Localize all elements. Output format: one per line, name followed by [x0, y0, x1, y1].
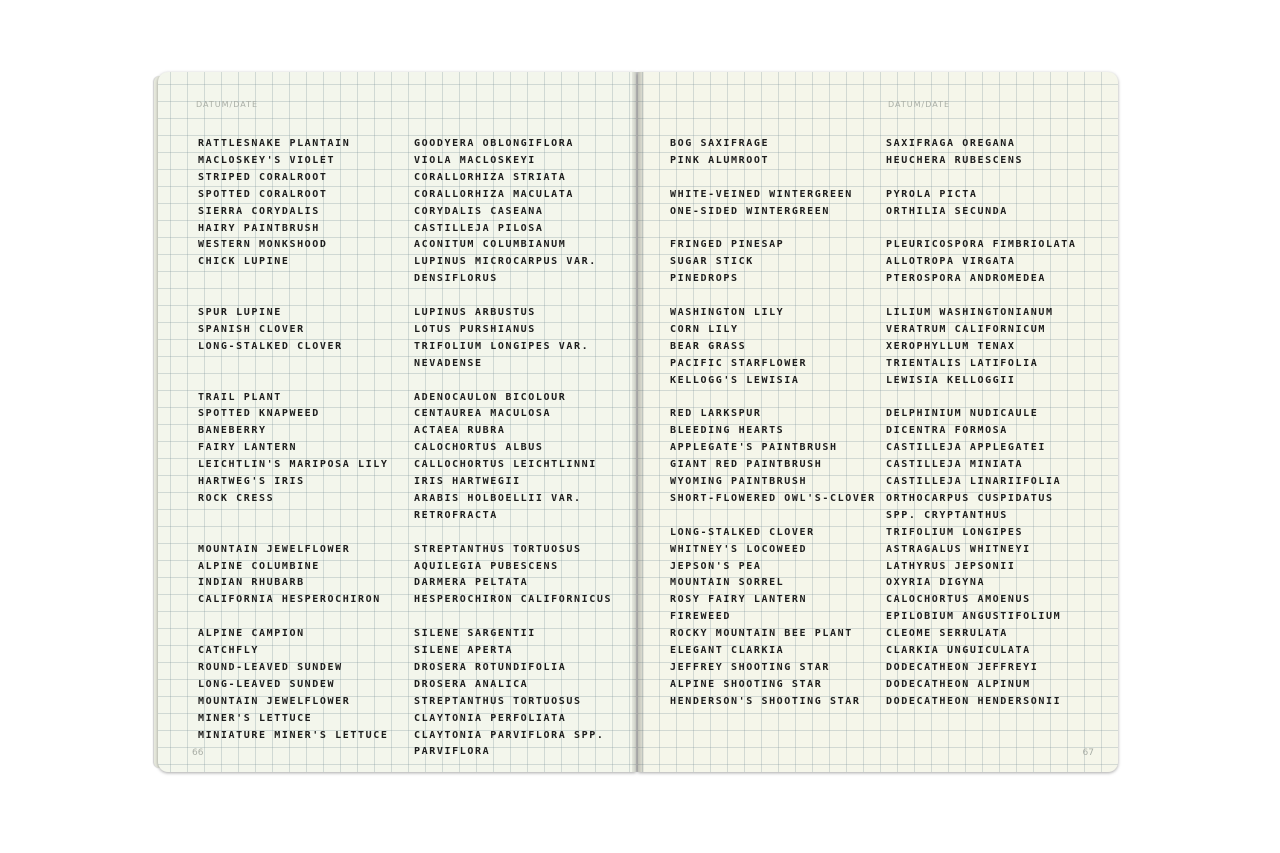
plant-common-name: FRINGED PINESAP — [670, 239, 785, 251]
plant-latin-name: SPP. CRYPTANTHUS — [886, 509, 1008, 521]
plant-latin-name: ACTAEA RUBRA — [414, 425, 506, 437]
plant-common-name: APPLEGATE'S PAINTBRUSH — [670, 442, 838, 454]
plant-latin-name: HESPEROCHIRON CALIFORNICUS — [414, 594, 613, 606]
plant-common-name: KELLOGG'S LEWISIA — [670, 374, 800, 386]
plant-common-name: LONG-LEAVED SUNDEW — [198, 678, 336, 690]
plant-common-name: ROUND-LEAVED SUNDEW — [198, 661, 343, 673]
plant-latin-name: CLAYTONIA PERFOLIATA — [414, 712, 567, 724]
plant-latin-name: ADENOCAULON BICOLOUR — [414, 391, 567, 403]
plant-latin-name: CALLOCHORTUS LEICHTLINNI — [414, 459, 597, 471]
plant-common-name: SPANISH CLOVER — [198, 323, 305, 335]
plant-common-name: MOUNTAIN JEWELFLOWER — [198, 543, 351, 555]
plant-common-name: LEICHTLIN'S MARIPOSA LILY — [198, 459, 389, 471]
plant-common-name: HENDERSON'S SHOOTING STAR — [670, 695, 861, 707]
plant-common-name: FAIRY LANTERN — [198, 442, 298, 454]
plant-common-name: WASHINGTON LILY — [670, 307, 785, 318]
plant-latin-name: LATHYRUS JEPSONII — [886, 560, 1016, 572]
plant-latin-name: OXYRIA DIGYNA — [886, 577, 986, 589]
plant-common-name: LONG-STALKED CLOVER — [198, 340, 343, 352]
plant-common-name: ALPINE SHOOTING STAR — [670, 678, 823, 690]
plant-latin-name: ASTRAGALUS WHITNEYI — [886, 543, 1031, 555]
page-number: 67 — [1082, 748, 1094, 758]
plant-latin-name: PYROLA PICTA — [886, 188, 978, 200]
plant-common-name: CORN LILY — [670, 323, 739, 335]
plant-latin-name: RETROFRACTA — [414, 509, 498, 521]
plant-latin-name: VERATRUM CALIFORNICUM — [886, 323, 1047, 335]
plant-latin-name: SAXIFRAGA OREGANA — [886, 138, 1016, 149]
plant-common-name: HAIRY PAINTBRUSH — [198, 222, 320, 234]
plant-latin-name: STREPTANTHUS TORTUOSUS — [414, 695, 582, 707]
plant-common-name: BLEEDING HEARTS — [670, 425, 785, 437]
plant-latin-name: ORTHILIA SECUNDA — [886, 205, 1008, 217]
plant-common-name: CALIFORNIA HESPEROCHIRON — [198, 594, 381, 606]
plant-common-name: CATCHFLY — [198, 645, 259, 656]
plant-latin-name: LILIUM WASHINGTONIANUM — [886, 307, 1054, 318]
notebook-spine — [632, 72, 644, 772]
plant-latin-name: CLAYTONIA PARVIFLORA SPP. — [414, 729, 605, 741]
plant-latin-name: GOODYERA OBLONGIFLORA — [414, 138, 575, 149]
plant-latin-name: DROSERA ANALICA — [414, 678, 529, 690]
plant-common-name: SIERRA CORYDALIS — [198, 205, 320, 217]
plant-common-name: PACIFIC STARFLOWER — [670, 357, 808, 369]
plant-common-name: ELEGANT CLARKIA — [670, 645, 785, 656]
plant-latin-name: DODECATHEON JEFFREYI — [886, 661, 1039, 673]
plant-common-name: BANEBERRY — [198, 425, 267, 437]
plant-common-name: MOUNTAIN SORREL — [670, 577, 785, 589]
plant-common-name: MACLOSKEY'S VIOLET — [198, 154, 336, 166]
plant-common-name: MOUNTAIN JEWELFLOWER — [198, 695, 351, 707]
plant-latin-name: CENTAUREA MACULOSA — [414, 408, 552, 420]
plant-latin-name: DODECATHEON HENDERSONII — [886, 695, 1062, 707]
plant-common-name: WYOMING PAINTBRUSH — [670, 476, 808, 487]
plant-latin-name: DROSERA ROTUNDIFOLIA — [414, 661, 567, 673]
plant-common-name: RED LARKSPUR — [670, 408, 762, 420]
plant-common-name: JEPSON'S PEA — [670, 560, 762, 572]
left-page — [158, 72, 636, 772]
plant-latin-name: HEUCHERA RUBESCENS — [886, 154, 1024, 166]
plant-common-name: SHORT-FLOWERED OWL'S-CLOVER — [670, 492, 876, 504]
plant-latin-name: CORALLORHIZA STRIATA — [414, 171, 567, 183]
plant-common-name: LONG-STALKED CLOVER — [670, 526, 815, 538]
right-page — [638, 72, 1118, 772]
open-notebook — [158, 72, 1120, 774]
plant-latin-name: XEROPHYLLUM TENAX — [886, 340, 1016, 352]
plant-latin-name: TRIENTALIS LATIFOLIA — [886, 357, 1039, 369]
plant-common-name: WHITNEY'S LOCOWEED — [670, 543, 808, 555]
plant-latin-name: TRIFOLIUM LONGIPES VAR. — [414, 340, 590, 352]
plant-latin-name: PTEROSPORA ANDROMEDEA — [886, 273, 1047, 285]
plant-latin-name: CORALLORHIZA MACULATA — [414, 188, 575, 200]
plant-latin-name: ORTHOCARPUS CUSPIDATUS — [886, 492, 1054, 504]
plant-latin-name: ARABIS HOLBOELLII VAR. — [414, 492, 582, 504]
plant-common-name: ALPINE CAMPION — [198, 628, 305, 640]
plant-latin-name: LUPINUS MICROCARPUS VAR. — [414, 256, 597, 268]
plant-latin-name: PLEURICOSPORA FIMBRIOLATA — [886, 239, 1077, 251]
plant-common-name: SPUR LUPINE — [198, 307, 282, 318]
plant-latin-name: CASTILLEJA APPLEGATEI — [886, 442, 1047, 454]
plant-latin-name: CASTILLEJA LINARIIFOLIA — [886, 476, 1062, 487]
plant-latin-name: DENSIFLORUS — [414, 273, 498, 285]
plant-latin-name: LEWISIA KELLOGGII — [886, 374, 1016, 386]
plant-common-name: ONE-SIDED WINTERGREEN — [670, 205, 831, 217]
plant-common-name: RATTLESNAKE PLANTAIN — [198, 138, 351, 149]
plant-latin-name: ACONITUM COLUMBIANUM — [414, 239, 567, 251]
plant-latin-name: STREPTANTHUS TORTUOSUS — [414, 543, 582, 555]
plant-common-name: INDIAN RHUBARB — [198, 577, 305, 589]
plant-latin-name: LOTUS PURSHIANUS — [414, 323, 536, 335]
plant-common-name: BOG SAXIFRAGE — [670, 138, 770, 149]
plant-latin-name: ALLOTROPA VIRGATA — [886, 256, 1016, 268]
date-header: DATUM/DATE — [888, 100, 951, 109]
plant-common-name: TRAIL PLANT — [198, 391, 282, 403]
plant-latin-name: CALOCHORTUS AMOENUS — [886, 594, 1031, 606]
date-header: DATUM/DATE — [196, 100, 259, 109]
plant-latin-name: CLARKIA UNGUICULATA — [886, 645, 1031, 656]
plant-latin-name: DELPHINIUM NUDICAULE — [886, 408, 1039, 420]
plant-latin-name: LUPINUS ARBUSTUS — [414, 307, 536, 318]
plant-common-name: PINK ALUMROOT — [670, 154, 770, 166]
plant-latin-name: TRIFOLIUM LONGIPES — [886, 526, 1024, 538]
plant-common-name: BEAR GRASS — [670, 340, 747, 352]
plant-latin-name: IRIS HARTWEGII — [414, 476, 521, 487]
plant-common-name: ROCK CRESS — [198, 492, 275, 504]
plant-latin-name: CALOCHORTUS ALBUS — [414, 442, 544, 454]
plant-latin-name: CASTILLEJA PILOSA — [414, 222, 544, 234]
plant-latin-name: CORYDALIS CASEANA — [414, 205, 544, 217]
plant-common-name: WHITE-VEINED WINTERGREEN — [670, 188, 853, 200]
plant-common-name: JEFFREY SHOOTING STAR — [670, 661, 831, 673]
plant-latin-name: PARVIFLORA — [414, 746, 491, 758]
plant-common-name: WESTERN MONKSHOOD — [198, 239, 328, 251]
plant-common-name: ROSY FAIRY LANTERN — [670, 594, 808, 606]
plant-common-name: PINEDROPS — [670, 273, 739, 285]
plant-common-name: HARTWEG'S IRIS — [198, 476, 305, 487]
plant-latin-name: SILENE SARGENTII — [414, 628, 536, 640]
plant-common-name: STRIPED CORALROOT — [198, 171, 328, 183]
plant-latin-name: CLEOME SERRULATA — [886, 628, 1008, 640]
plant-common-name: ALPINE COLUMBINE — [198, 560, 320, 572]
plant-latin-name: DODECATHEON ALPINUM — [886, 678, 1031, 690]
plant-common-name: MINIATURE MINER'S LETTUCE — [198, 729, 389, 741]
plant-common-name: GIANT RED PAINTBRUSH — [670, 459, 823, 471]
plant-latin-name: SILENE APERTA — [414, 645, 514, 656]
plant-latin-name: DARMERA PELTATA — [414, 577, 529, 589]
plant-common-name: MINER'S LETTUCE — [198, 712, 313, 724]
plant-common-name: SPOTTED CORALROOT — [198, 188, 328, 200]
plant-latin-name: EPILOBIUM ANGUSTIFOLIUM — [886, 611, 1062, 623]
plant-latin-name: AQUILEGIA PUBESCENS — [414, 560, 559, 572]
plant-latin-name: DICENTRA FORMOSA — [886, 425, 1008, 437]
plant-latin-name: NEVADENSE — [414, 357, 483, 369]
plant-latin-name: VIOLA MACLOSKEYI — [414, 154, 536, 166]
plant-common-name: SUGAR STICK — [670, 256, 754, 268]
plant-common-name: SPOTTED KNAPWEED — [198, 408, 320, 420]
plant-common-name: CHICK LUPINE — [198, 256, 290, 268]
plant-common-name: FIREWEED — [670, 611, 731, 623]
plant-latin-name: CASTILLEJA MINIATA — [886, 459, 1024, 471]
page-number: 66 — [192, 748, 204, 758]
plant-common-name: ROCKY MOUNTAIN BEE PLANT — [670, 628, 853, 640]
